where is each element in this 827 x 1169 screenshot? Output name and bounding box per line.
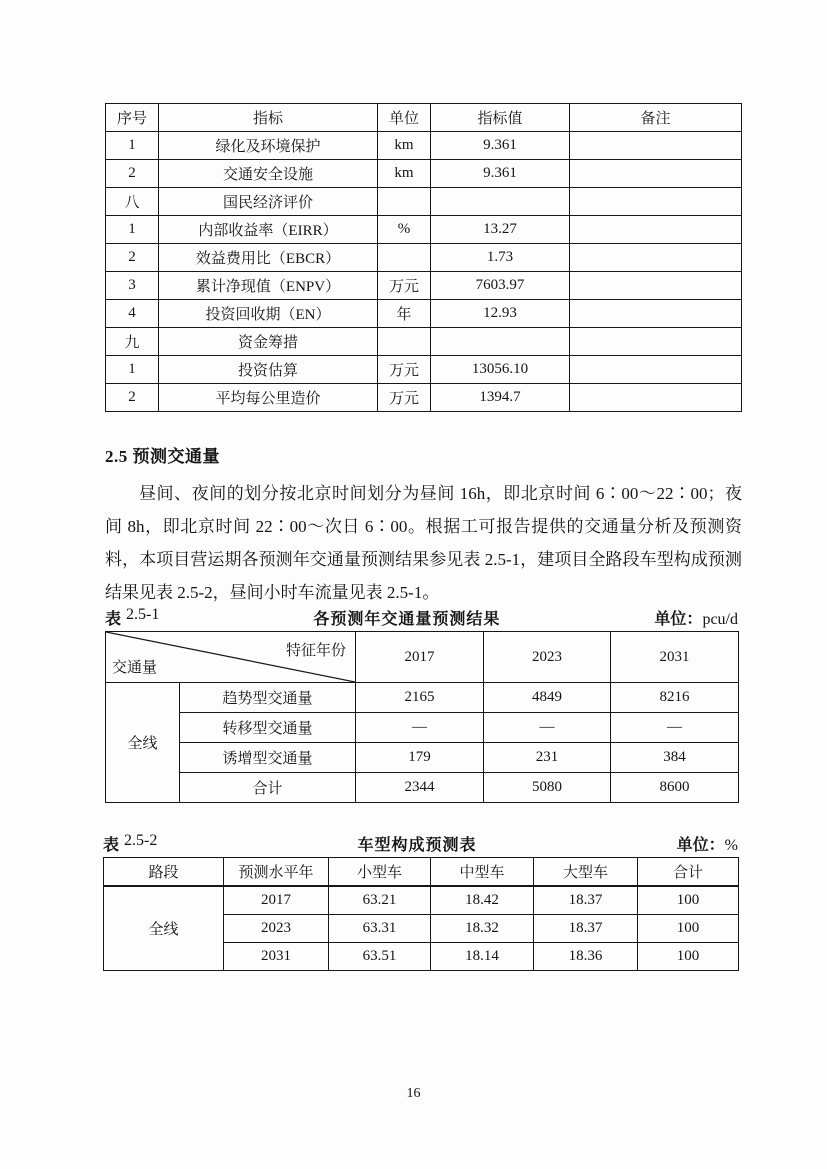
page-number: 16 bbox=[406, 1086, 421, 1101]
table-cell: 5080 bbox=[484, 773, 611, 803]
table-cell: 13.27 bbox=[431, 216, 570, 244]
table-cell: 平均每公里造价 bbox=[159, 384, 378, 412]
column-header-year: 2023 bbox=[484, 632, 611, 683]
traffic-forecast-paragraph: 昼间、夜间的划分按北京时间划分为昼间 16h，即北京时间 6∶00～22∶00；夜间 8h，即北京时间 22∶00～次日 6∶00。根据工可报告提供的交通量分析及预测资料，本项目营运期各预测年交通量预测结果参见表 2.5-1，建项目全路段车型构成预测结果见表 2.5-2，昼间小时车流量见表 2.5-1。 bbox=[105, 484, 742, 602]
table-cell: 1 bbox=[106, 356, 159, 384]
table-cell: 投资回收期（EN） bbox=[159, 300, 378, 328]
table-cell: 2 bbox=[106, 244, 159, 272]
table-252-title: 车型构成预测表 bbox=[357, 837, 477, 854]
table-cell: 63.21 bbox=[329, 886, 431, 915]
table-cell: 年 bbox=[378, 300, 431, 328]
diagonal-header-cell bbox=[106, 632, 356, 683]
row-label: 趋势型交通量 bbox=[180, 683, 356, 713]
section-heading: 2.5 预测交通量 bbox=[105, 447, 220, 466]
column-header-year: 2031 bbox=[611, 632, 739, 683]
column-header: 指标值 bbox=[431, 104, 570, 132]
column-header-year: 2017 bbox=[356, 632, 484, 683]
traffic-forecast-table bbox=[105, 631, 739, 803]
table-cell bbox=[570, 272, 742, 300]
table-row bbox=[106, 300, 742, 328]
table-cell: 投资估算 bbox=[159, 356, 378, 384]
table-cell: 国民经济评价 bbox=[159, 188, 378, 216]
table-cell bbox=[570, 160, 742, 188]
table-251-title: 各预测年交通量预测结果 bbox=[313, 611, 501, 628]
table-cell: 资金筹措 bbox=[159, 328, 378, 356]
table-header-row bbox=[104, 858, 739, 887]
table-251-caption-prefix bbox=[105, 606, 159, 629]
diagonal-top-label: 特征年份 bbox=[285, 643, 346, 659]
table-cell: — bbox=[356, 713, 484, 743]
table-header-row bbox=[106, 632, 739, 683]
table-cell bbox=[570, 132, 742, 160]
table-cell: 179 bbox=[356, 743, 484, 773]
table-cell: 九 bbox=[106, 328, 159, 356]
table-cell: 效益费用比（EBCR） bbox=[159, 244, 378, 272]
table-251-caption bbox=[105, 606, 738, 629]
table-cell: 12.93 bbox=[431, 300, 570, 328]
column-header: 路段 bbox=[104, 858, 224, 887]
table-cell: 18.37 bbox=[534, 886, 638, 915]
table-cell: 9.361 bbox=[431, 160, 570, 188]
table-cell: 2 bbox=[106, 160, 159, 188]
row-label: 诱增型交通量 bbox=[180, 743, 356, 773]
table-252-caption bbox=[103, 832, 738, 855]
table-cell: 18.14 bbox=[431, 943, 534, 971]
unit-value: % bbox=[724, 837, 738, 854]
table-cell: % bbox=[378, 216, 431, 244]
unit-label: 单位： bbox=[676, 837, 725, 854]
table-cell bbox=[570, 328, 742, 356]
table-label: 表 bbox=[105, 611, 122, 628]
table-cell bbox=[570, 188, 742, 216]
table-row bbox=[106, 356, 742, 384]
column-header: 序号 bbox=[106, 104, 159, 132]
column-header: 单位 bbox=[378, 104, 431, 132]
table-cell: 1.73 bbox=[431, 244, 570, 272]
unit-label: 单位： bbox=[654, 611, 703, 628]
table-cell: 384 bbox=[611, 743, 739, 773]
group-cell: 全线 bbox=[106, 683, 180, 803]
table-cell: — bbox=[611, 713, 739, 743]
table-cell: 绿化及环境保护 bbox=[159, 132, 378, 160]
table-row bbox=[106, 244, 742, 272]
table-row bbox=[104, 886, 739, 915]
table-251-unit bbox=[654, 606, 738, 629]
table-cell: 100 bbox=[638, 915, 739, 943]
table-row bbox=[106, 384, 742, 412]
table-row bbox=[106, 683, 739, 713]
table-cell bbox=[431, 328, 570, 356]
table-cell bbox=[570, 216, 742, 244]
table-cell: 8600 bbox=[611, 773, 739, 803]
table-cell bbox=[570, 244, 742, 272]
table-label: 表 bbox=[103, 837, 120, 854]
row-label: 转移型交通量 bbox=[180, 713, 356, 743]
table-cell: 18.42 bbox=[431, 886, 534, 915]
table-cell: 4849 bbox=[484, 683, 611, 713]
table-cell: 13056.10 bbox=[431, 356, 570, 384]
summary-table bbox=[105, 103, 742, 412]
table-cell: 八 bbox=[106, 188, 159, 216]
table-cell: 63.51 bbox=[329, 943, 431, 971]
table-cell bbox=[570, 356, 742, 384]
table-row bbox=[106, 272, 742, 300]
column-header: 指标 bbox=[159, 104, 378, 132]
group-cell: 全线 bbox=[104, 886, 224, 971]
column-header: 中型车 bbox=[431, 858, 534, 887]
table-cell bbox=[431, 188, 570, 216]
vehicle-composition-table bbox=[103, 857, 739, 971]
table-row bbox=[106, 132, 742, 160]
table-cell: 2165 bbox=[356, 683, 484, 713]
table-cell: 2344 bbox=[356, 773, 484, 803]
column-header: 大型车 bbox=[534, 858, 638, 887]
table-cell: 18.36 bbox=[534, 943, 638, 971]
table-cell: 2031 bbox=[224, 943, 329, 971]
column-header: 预测水平年 bbox=[224, 858, 329, 887]
table-row bbox=[106, 160, 742, 188]
table-cell: 内部收益率（EIRR） bbox=[159, 216, 378, 244]
table-cell: 2 bbox=[106, 384, 159, 412]
column-header: 备注 bbox=[570, 104, 742, 132]
table-cell bbox=[378, 328, 431, 356]
table-cell: 万元 bbox=[378, 384, 431, 412]
table-cell: 18.32 bbox=[431, 915, 534, 943]
table-cell: 1 bbox=[106, 132, 159, 160]
table-cell: 1394.7 bbox=[431, 384, 570, 412]
table-cell: 18.37 bbox=[534, 915, 638, 943]
table-row bbox=[106, 216, 742, 244]
table-cell: 231 bbox=[484, 743, 611, 773]
table-252-caption-prefix bbox=[103, 832, 157, 855]
table-cell: 100 bbox=[638, 943, 739, 971]
table-cell: 100 bbox=[638, 886, 739, 915]
table-cell: — bbox=[484, 713, 611, 743]
row-label: 合计 bbox=[180, 773, 356, 803]
table-cell bbox=[570, 300, 742, 328]
table-cell: 9.361 bbox=[431, 132, 570, 160]
column-header: 小型车 bbox=[329, 858, 431, 887]
diagonal-bottom-label: 交通量 bbox=[112, 660, 158, 676]
table-cell: 63.31 bbox=[329, 915, 431, 943]
table-cell: 8216 bbox=[611, 683, 739, 713]
table-cell: km bbox=[378, 132, 431, 160]
table-cell bbox=[570, 384, 742, 412]
table-252-unit bbox=[677, 832, 738, 855]
table-cell: 累计净现值（ENPV） bbox=[159, 272, 378, 300]
table-row bbox=[106, 188, 742, 216]
column-header: 合计 bbox=[638, 858, 739, 887]
table-cell: 2017 bbox=[224, 886, 329, 915]
table-cell: 万元 bbox=[378, 272, 431, 300]
table-cell: 万元 bbox=[378, 356, 431, 384]
table-row bbox=[106, 713, 739, 743]
table-cell bbox=[378, 244, 431, 272]
table-cell: 7603.97 bbox=[431, 272, 570, 300]
table-cell: 4 bbox=[106, 300, 159, 328]
table-row bbox=[106, 773, 739, 803]
table-cell: km bbox=[378, 160, 431, 188]
table-number: 2.5-2 bbox=[124, 832, 158, 849]
table-cell: 2023 bbox=[224, 915, 329, 943]
table-header-row bbox=[106, 104, 742, 132]
table-cell bbox=[378, 188, 431, 216]
table-cell: 1 bbox=[106, 216, 159, 244]
table-cell: 3 bbox=[106, 272, 159, 300]
table-number: 2.5-1 bbox=[126, 606, 160, 623]
table-row bbox=[106, 328, 742, 356]
table-row bbox=[106, 743, 739, 773]
unit-value: pcu/d bbox=[702, 611, 738, 628]
table-cell: 交通安全设施 bbox=[159, 160, 378, 188]
